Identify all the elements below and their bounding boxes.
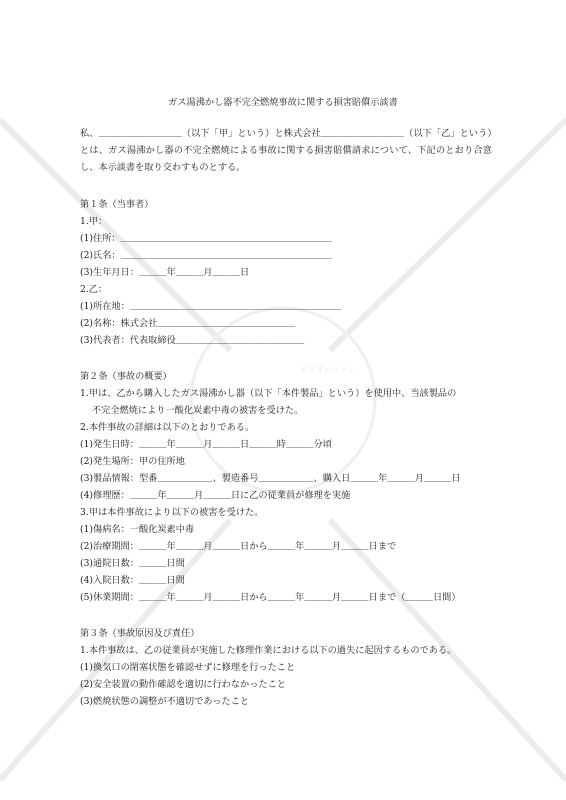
- article-1-line: (1)住所：＿＿＿＿＿＿＿＿＿＿＿＿＿＿＿＿＿＿＿＿＿＿＿: [80, 233, 332, 244]
- article-3-line: (3)燃焼状態の調整が不適切であったこと: [80, 696, 250, 707]
- article-1-line: 1.甲：: [80, 216, 108, 227]
- article-1-line: (2)氏名：＿＿＿＿＿＿＿＿＿＿＿＿＿＿＿＿＿＿＿＿＿＿＿: [80, 250, 332, 261]
- article-1-line: (2)名称：株式会社＿＿＿＿＿＿＿＿＿＿＿＿＿＿＿: [80, 318, 296, 329]
- article-2-line: (4)入院日数：＿＿＿日間: [80, 575, 185, 586]
- article-1-line: (3)生年月日：＿＿＿年＿＿＿月＿＿＿日: [80, 267, 250, 278]
- article-1-line: 2.乙：: [80, 284, 108, 295]
- article-2-line: 3.甲は本件事故により以下の被害を受けた。: [80, 507, 264, 518]
- article-2-line: (3)通院日数：＿＿＿日間: [80, 558, 185, 569]
- document-title: ガス湯沸かし器不完全燃焼事故に関する損害賠償示談書: [168, 97, 398, 108]
- article-2-line: (1)傷病名：一酸化炭素中毒: [80, 524, 195, 535]
- article-1-line: (3)代表者：代表取締役＿＿＿＿＿＿＿＿＿＿＿＿＿＿: [80, 335, 305, 346]
- intro-paragraph: 私、＿＿＿＿＿＿＿＿＿（以下「甲」という）と株式会社＿＿＿＿＿＿＿＿＿（以下「乙」という）とは、ガス湯沸かし器の不完全燃焼による事故に関する損害賠償請求について、下記のとおり合意し、本示談書を取り交わすものとする。: [80, 128, 492, 173]
- article-3-heading: 第３条（事故原因及び責任）: [80, 628, 200, 639]
- article-2-line: (3)製品情報：型番＿＿＿＿＿＿、製造番号＿＿＿＿＿＿、購入日＿＿＿年＿＿＿月＿＿＿日: [80, 473, 461, 484]
- article-1-line: (1)所在地：＿＿＿＿＿＿＿＿＿＿＿＿＿＿＿＿＿＿＿＿＿＿＿: [80, 301, 342, 312]
- article-2-heading: 第２条（事故の概要）: [80, 371, 172, 382]
- article-3-line: 1.本件事故は、乙の従業員が実施した修理作業における以下の過失に起因するものである。: [80, 645, 457, 656]
- article-2-line: (5)休業期間：＿＿＿年＿＿＿月＿＿＿日から＿＿＿年＿＿＿月＿＿＿日まで（＿＿＿日間）: [80, 592, 461, 603]
- article-2-line: (1)発生日時：＿＿＿年＿＿＿月＿＿＿日＿＿＿時＿＿＿分頃: [80, 439, 332, 450]
- article-3-line: (2)安全装置の動作確認を適切に行わなかったこと: [80, 679, 286, 690]
- article-2-line: (4)修理歴：＿＿＿年＿＿＿月＿＿＿日に乙の従業員が修理を実施: [80, 490, 351, 501]
- watermark-label: ビズオーシャン: [300, 365, 356, 374]
- article-2-line: (2)発生場所：甲の住所地: [80, 456, 185, 467]
- article-2-item-1-cont: 不完全燃焼により一酸化炭素中毒の被害を受けた。: [92, 405, 304, 416]
- article-1-heading: 第１条（当事者）: [80, 199, 154, 210]
- article-2-line: (2)治療期間：＿＿＿年＿＿＿月＿＿＿日から＿＿＿年＿＿＿月＿＿＿日まで: [80, 541, 397, 552]
- article-3-line: (1)換気口の閉塞状態を確認せずに修理を行ったこと: [80, 662, 296, 673]
- article-2-line: 2.本件事故の詳細は以下のとおりである。: [80, 422, 255, 433]
- article-2-item-1: 1.甲は、乙から購入したガス湯沸かし器（以下「本件製品」という）を使用中、当該製品の: [80, 388, 457, 399]
